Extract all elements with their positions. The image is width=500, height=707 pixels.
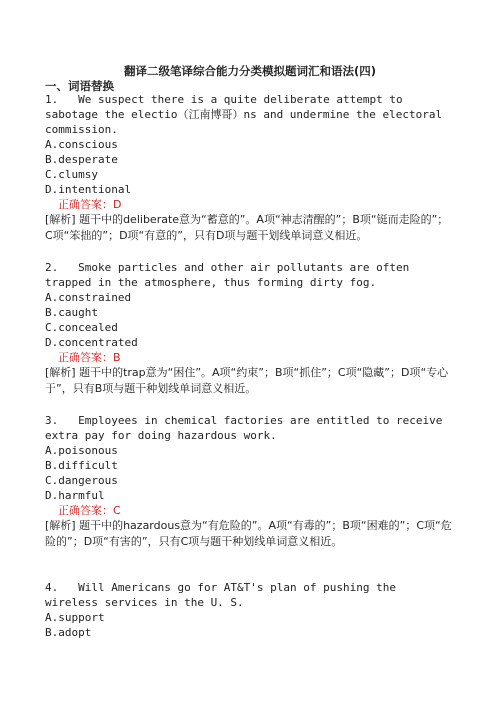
option-b: B.desperate [45, 153, 118, 166]
question-stem: 1. We suspect there is a quite deliberate attempt to sabotage the electio（江南博哥）ns and undermine the electoral commission. [45, 93, 449, 136]
document-title: 翻译二级笔译综合能力分类模拟题词汇和语法(四) [123, 64, 376, 78]
correct-answer: 正确答案：D [58, 198, 122, 211]
option-c: C.clumsy [45, 168, 98, 181]
option-b: B.caught [45, 306, 98, 319]
question-3 [45, 413, 455, 550]
option-a: A.conscious [45, 138, 118, 151]
option-b: B.adopt [45, 626, 92, 639]
section-heading: 一、词语替换 [45, 79, 114, 93]
question-stem: 3. Employees in chemical factories are entitled to receive extra pay for doing hazardous work. [45, 414, 449, 442]
option-d: D.concentrated [45, 336, 138, 349]
question-1 [45, 92, 455, 244]
question-4 [45, 580, 455, 640]
option-a: A.poisonous [45, 444, 118, 457]
correct-answer: 正确答案：C [58, 504, 121, 517]
correct-answer: 正确答案：B [58, 351, 121, 364]
option-a: A.support [45, 611, 105, 624]
option-c: C.concealed [45, 321, 118, 334]
explanation: [解析] 题干中的deliberate意为“蓄意的”。A项“神志清醒的”；B项“铤而走险的”；C项“笨拙的”；D项“有意的”，只有D项与题干划线单词意义相近。 [45, 213, 449, 242]
option-b: B.difficult [45, 459, 118, 472]
option-c: C.dangerous [45, 474, 118, 487]
question-stem: 4. Will Americans go for AT&T's plan of pushing the wireless services in the U. S. [45, 581, 403, 609]
option-d: D.intentional [45, 183, 132, 196]
question-stem: 2. Smoke particles and other air pollutants are often trapped in the atmosphere, thus forming dirty fog. [45, 261, 416, 289]
explanation: [解析] 题干中的hazardous意为“有危险的”。A项“有毒的”；B项“困难的”；C项“危险的”；D项“有害的”，只有C项与题干种划线单词意义相近。 [45, 519, 452, 548]
option-d: D.harmful [45, 489, 105, 502]
option-a: A.constrained [45, 291, 132, 304]
question-2 [45, 260, 455, 397]
explanation: [解析] 题干中的trap意为“困住”。A项“约束”；B项“抓住”；C项“隐藏”；D项“专心于”，只有B项与题干种划线单词意义相近。 [45, 366, 449, 395]
